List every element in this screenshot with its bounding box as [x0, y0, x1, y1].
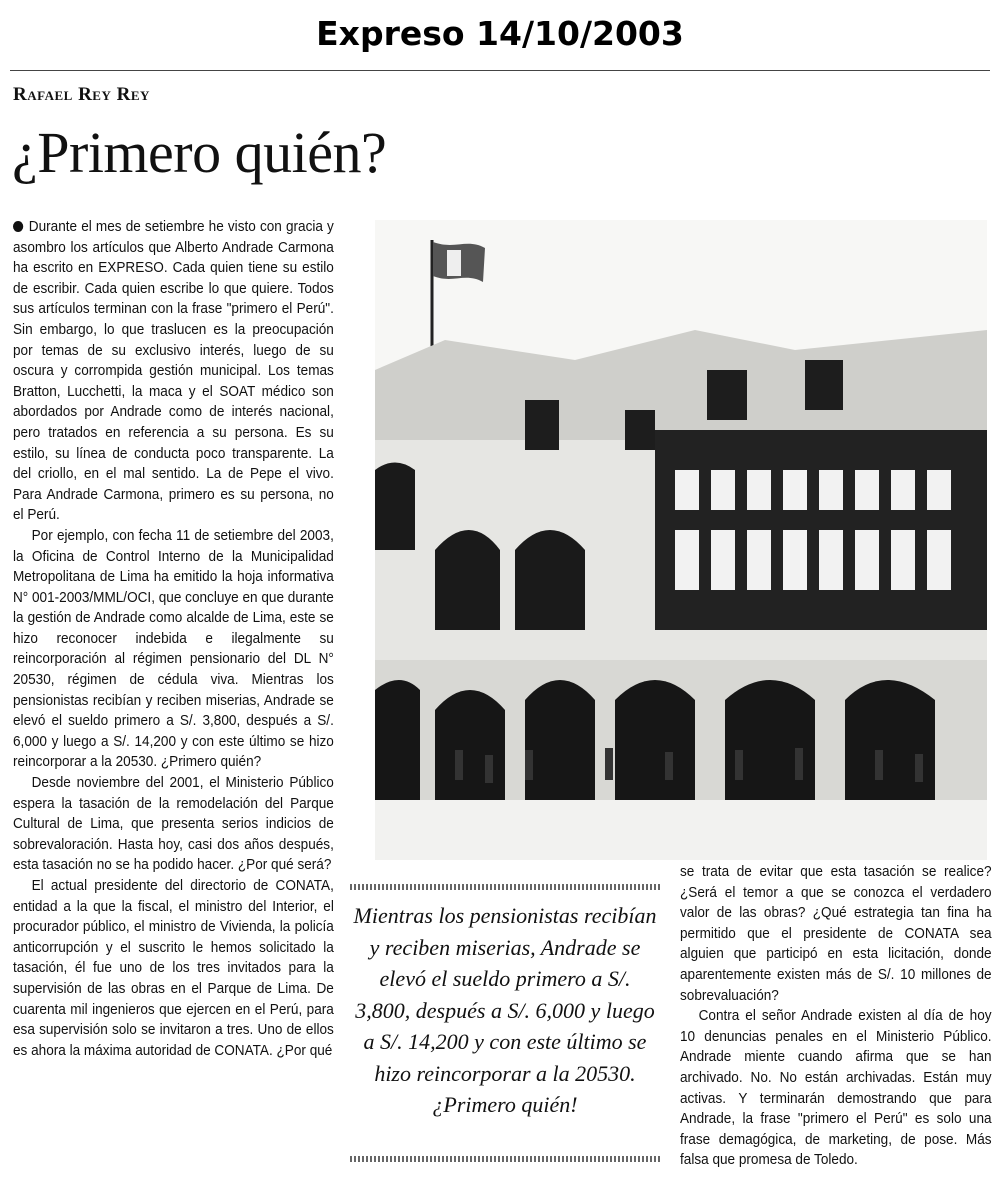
top-rule [10, 70, 990, 71]
pull-quote-bottom-rule [350, 1156, 660, 1162]
article-paragraph: Desde noviembre del 2001, el Ministerio Público espera la tasación de la remodelación del Parque Cultural de Lima, que presenta serios indicios de sobrevaloración. Hasta hoy, casi dos años después, esta tasación no se ha podido hacer. ¿Por qué será? [13, 775, 334, 874]
article-paragraph: Contra el señor Andrade existen al día de hoy 10 denuncias penales en el Ministerio Público. Andrade miente cuando afirma que se han archivado. No. No están archivadas. Están muy activas. Y terminarán demostrando que para Andrade, la frase "primero el Perú" es solo una frase demagógica, de marketing, de pose. Más falsa que promesa de Toledo. [680, 1008, 992, 1169]
bullet-icon [13, 221, 23, 232]
article-paragraph: se trata de evitar que esta tasación se realice? ¿Será el temor a que se conozca el verdadero valor de las obras? ¿Qué estrategia tan fina ha permitido que el presidente de CONATA sea alguien que participó en esta licitación, donde aparentemente existen más de S/. 10 millones de sobrevaluación? [680, 864, 992, 1004]
byline: Rafael Rey Rey [13, 84, 150, 105]
headline: ¿Primero quién? [12, 120, 387, 185]
article-right-column [680, 862, 992, 1171]
article-paragraph: El actual presidente del directorio de CONATA, entidad a la que la fiscal, el ministro del Interior, el procurador público, el ministro de Vivienda, la policía anticorrupción y el suscrito le hemos solicitado la tasación, él fue uno de los tres invitados para la supervisión de las obras en el Parque de Lima. De cuarenta mil ingenieros que ejercen en el Perú, para esa supervisión solo se invitaron a tres. Uno de ellos es ahora la máxima autoridad de CONATA. ¿Por qué [13, 878, 334, 1059]
article-left-column [13, 217, 334, 1061]
article-paragraph: Por ejemplo, con fecha 11 de setiembre del 2003, la Oficina de Control Interno de la Municipalidad Metropolitana de Lima ha emitido la hoja informativa N° 001-2003/MML/OCI, que concluye en que durante la gestión de Andrade como alcalde de Lima, este se hizo reconocer indebida e ilegalmente su reincorporación al régimen pensionario del DL N° 20530, régimen de cédula viva. Mientras los pensionistas recibían y reciben miserias, Andrade se elevó el sueldo primero a S/. 3,800, después a S/. 6,000 y luego a S/. 14,200 y con este último se hizo reincorporar a la 20530. ¿Primero quién? [13, 527, 334, 771]
building-photo [375, 220, 987, 860]
pull-quote: Mientras los pensionistas recibían y reciben miserias, Andrade se elevó el sueldo primero a S/. 3,800, después a S/. 6,000 y luego a S/. 14,200 y con este último se hizo reincorporar a la 20530. ¿Primero quién! [353, 903, 657, 1117]
source-header: Expreso 14/10/2003 [316, 14, 684, 53]
pull-quote-top-rule [350, 884, 660, 890]
paragraph-text: Durante el mes de setiembre he visto con gracia y asombro los artículos que Alberto Andrade Carmona ha escrito en EXPRESO. Cada quien tiene su estilo de escribir. Cada quien escribe lo que quiere. Todos sus artículos terminan con la frase "primero el Perú". Sin embargo, lo que traslucen es la preocupación por temas de su exclusivo interés, luego de su oscura y corrompida gestión municipal. Los temas Bratton, Lucchetti, la maca y el SOAT médico son abordados por Andrade como de interés nacional, pero tratados en referencia a su persona. Es su estilo, su línea de conducta poco transparente. La del criollo, en el mal sentido. La de Pepe el vivo. Para Andrade Carmona, primero es su persona, no el Perú. [13, 219, 334, 524]
article-paragraph [13, 217, 334, 526]
